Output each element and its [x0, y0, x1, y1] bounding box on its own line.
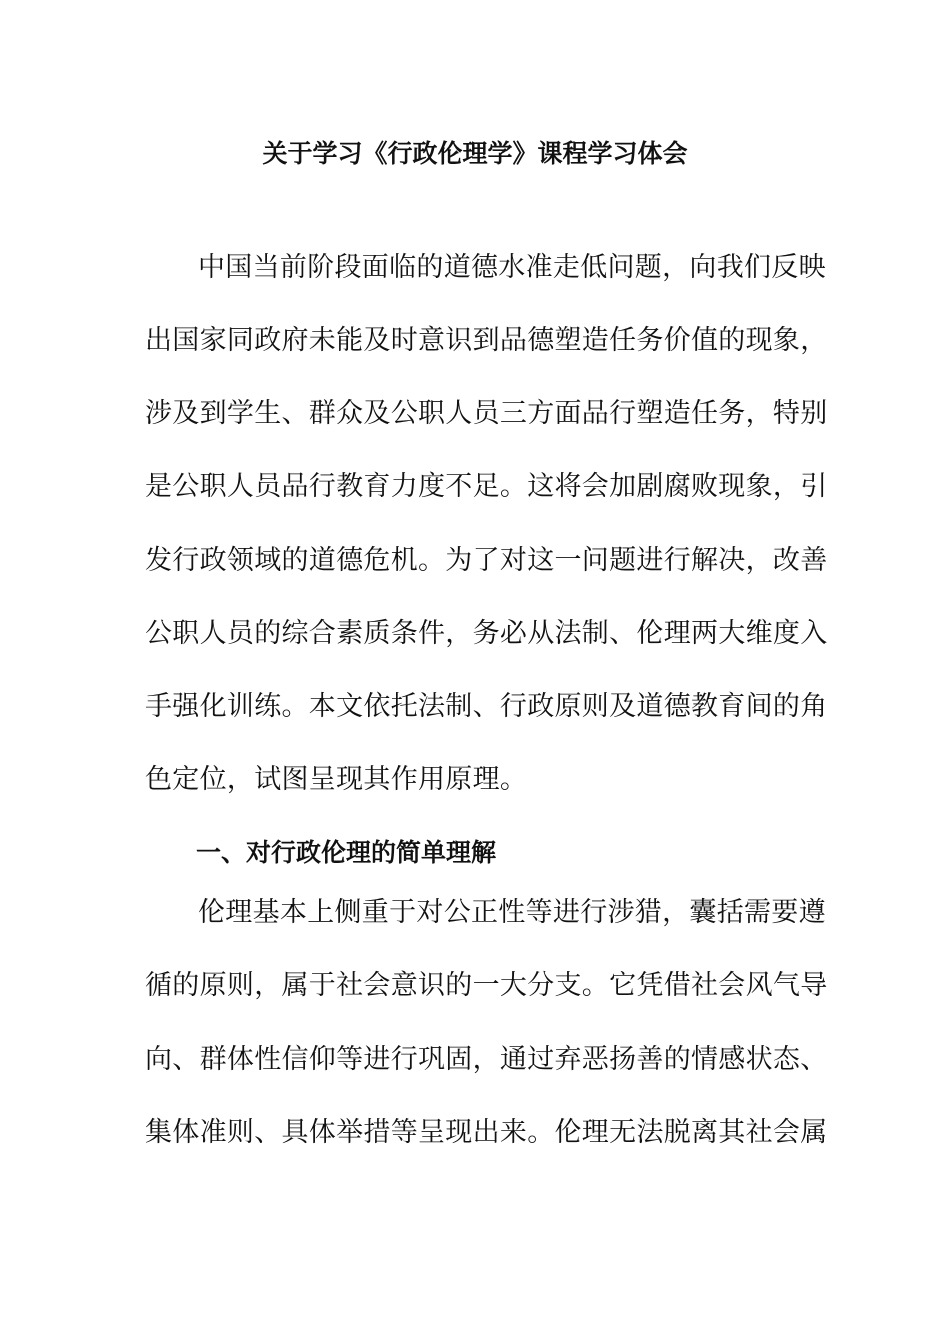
paragraph-line: 中国当前阶段面临的道德水准走低问题，向我们反映: [198, 252, 826, 283]
paragraph-line: 公职人员的综合素质条件，务必从法制、伦理两大维度入: [145, 618, 828, 649]
paragraph-line: 出国家同政府未能及时意识到品德塑造任务价值的现象，: [145, 325, 828, 356]
paragraph-line: 向、群体性信仰等进行巩固，通过弃恶扬善的情感状态、: [145, 1044, 828, 1075]
paragraph-line: 色定位，试图呈现其作用原理。: [145, 764, 528, 795]
paragraph-line: 是公职人员品行教育力度不足。这将会加剧腐败现象，引: [145, 471, 828, 502]
paragraph-line: 伦理基本上侧重于对公正性等进行涉猎，囊括需要遵: [198, 897, 826, 928]
paragraph-line: 循的原则，属于社会意识的一大分支。它凭借社会风气导: [145, 970, 828, 1001]
section-heading: 一、对行政伦理的简单理解: [196, 838, 497, 867]
paragraph-line: 发行政领域的道德危机。为了对这一问题进行解决，改善: [145, 545, 828, 576]
paragraph-line: 涉及到学生、群众及公职人员三方面品行塑造任务，特别: [145, 398, 828, 429]
paragraph-line: 集体准则、具体举措等呈现出来。伦理无法脱离其社会属: [145, 1117, 828, 1148]
document-title: 关于学习《行政伦理学》课程学习体会: [262, 139, 688, 168]
paragraph-line: 手强化训练。本文依托法制、行政原则及道德教育间的角: [145, 691, 828, 722]
